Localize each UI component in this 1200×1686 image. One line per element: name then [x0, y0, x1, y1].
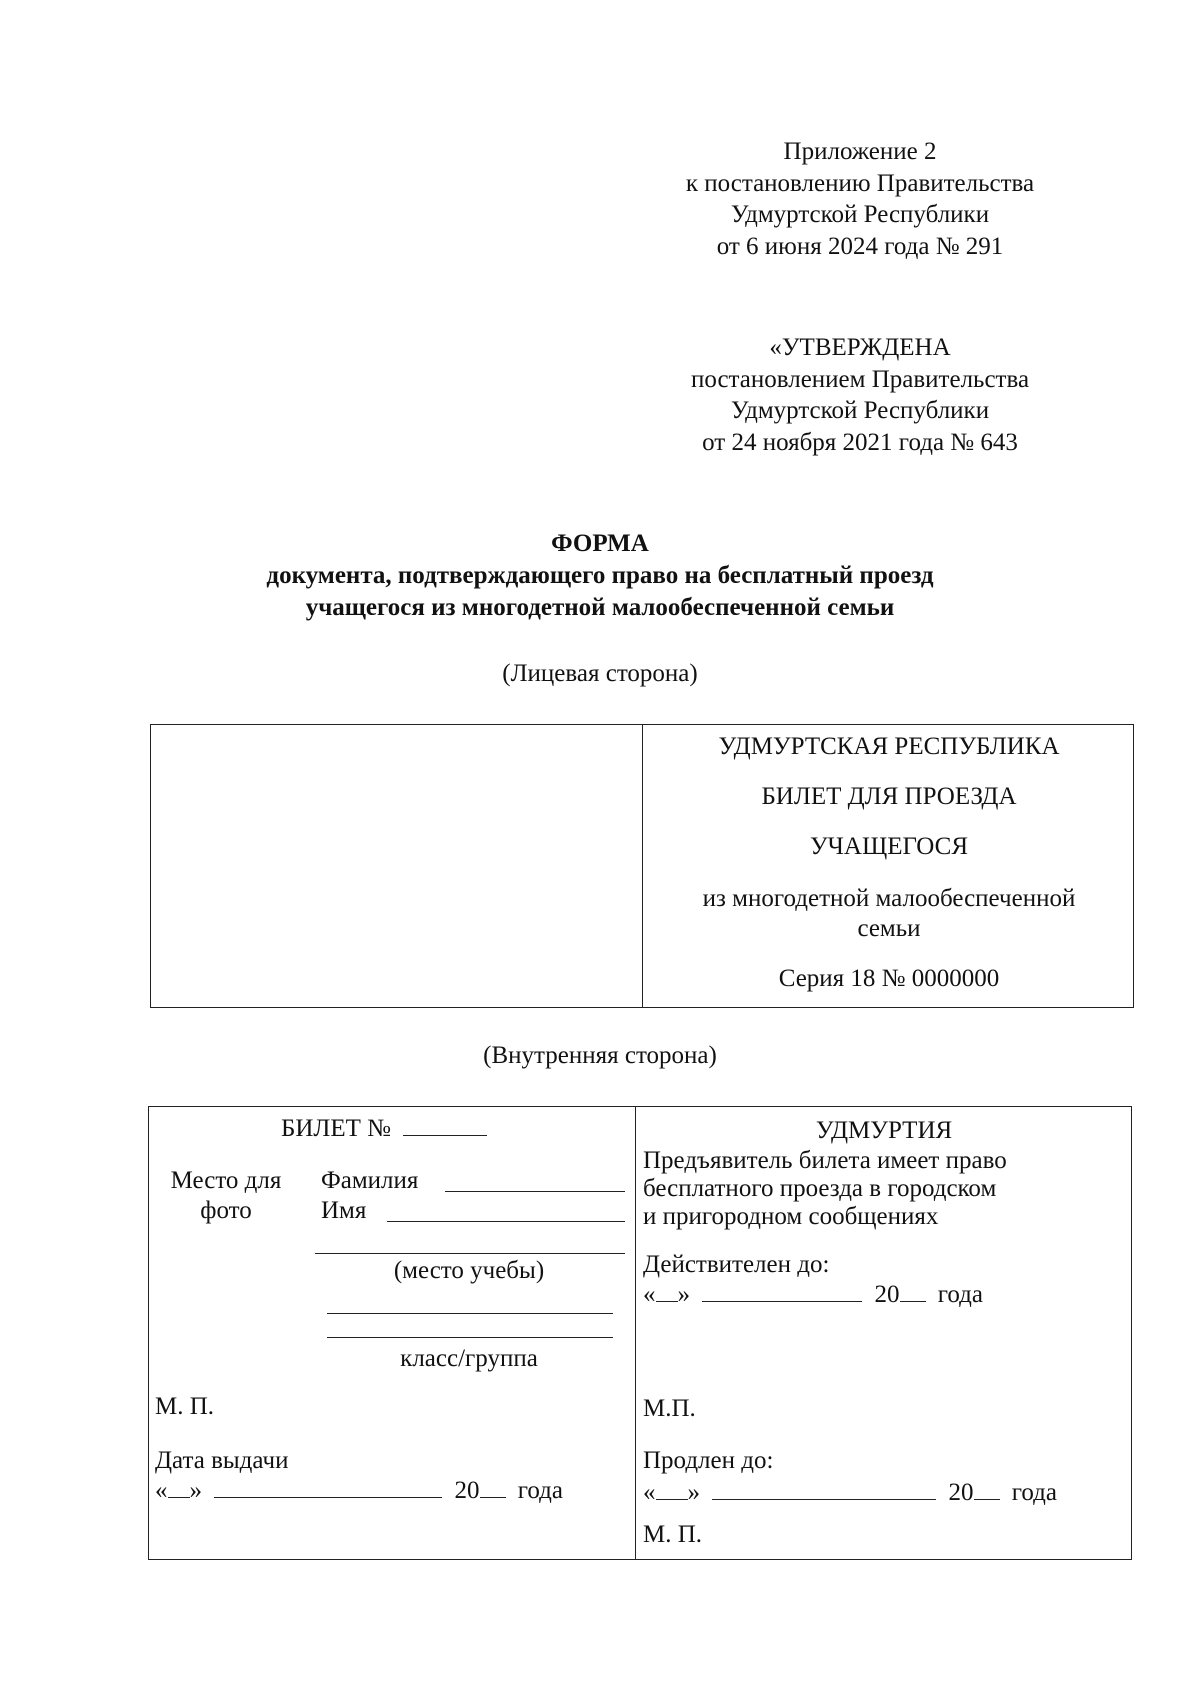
- issue-close-quote: »: [189, 1477, 202, 1504]
- name-label: Имя: [321, 1197, 367, 1224]
- front-student: УЧАЩЕГОСЯ: [809, 833, 969, 860]
- valid-year-prefix: 20: [874, 1281, 900, 1308]
- rights-line-1: Предъявитель билета имеет право: [643, 1147, 1007, 1174]
- right-header: УДМУРТИЯ: [815, 1117, 953, 1144]
- extended-month-field[interactable]: [712, 1479, 936, 1500]
- valid-month-field[interactable]: [702, 1281, 862, 1302]
- appendix-line-1: Приложение 2: [783, 138, 937, 165]
- form-title-line-2: документа, подтверждающего право на бесплатный проезд: [266, 562, 934, 589]
- photo-placeholder-line-2: фото: [200, 1197, 252, 1224]
- extended-close-quote: »: [687, 1479, 700, 1506]
- extended-year-field[interactable]: [974, 1479, 1000, 1500]
- front-family-line-2: семьи: [857, 915, 921, 942]
- extended-day-field[interactable]: [656, 1479, 688, 1500]
- front-side-caption: (Лицевая сторона): [502, 660, 698, 687]
- issue-month-field[interactable]: [214, 1477, 442, 1498]
- issue-year-suffix: года: [517, 1477, 563, 1504]
- issue-year-prefix: 20: [454, 1477, 480, 1504]
- photo-placeholder-line-1: Место для: [170, 1167, 282, 1194]
- valid-year-suffix: года: [937, 1281, 983, 1308]
- issue-open-quote: «: [155, 1477, 168, 1504]
- rights-line-3: и пригородном сообщениях: [643, 1203, 939, 1230]
- study-place-label: (место учебы): [393, 1257, 545, 1284]
- class-group-label: класс/группа: [400, 1345, 538, 1372]
- front-series: Серия 18 № 0000000: [778, 965, 1000, 992]
- extended-open-quote: «: [643, 1479, 656, 1506]
- ticket-number-field[interactable]: [403, 1115, 487, 1136]
- appendix-block: [650, 136, 1070, 262]
- front-side-ticket: [150, 724, 1134, 1008]
- class-field-line-2[interactable]: [327, 1337, 613, 1338]
- appendix-line-4: от 6 июня 2024 года № 291: [716, 232, 1004, 260]
- approval-line-3: Удмуртской Республики: [730, 397, 990, 424]
- front-ticket-title: БИЛЕТ ДЛЯ ПРОЕЗДА: [761, 783, 1017, 810]
- rights-line-2: бесплатного проезда в городском: [643, 1175, 997, 1202]
- extended-year-suffix: года: [1011, 1479, 1057, 1506]
- form-title-line-3: учащегося из многодетной малообеспеченной семьи: [305, 594, 895, 621]
- valid-year-field[interactable]: [900, 1281, 926, 1302]
- approval-block: [650, 332, 1070, 458]
- approval-line-2: постановлением Правительства: [690, 365, 1030, 393]
- name-field[interactable]: [387, 1221, 625, 1222]
- approval-line-4: от 24 ноября 2021 года № 643: [702, 428, 1018, 456]
- valid-until-label: Действителен до:: [643, 1251, 830, 1278]
- extended-year-prefix: 20: [948, 1479, 974, 1506]
- extended-until-label: Продлен до:: [643, 1447, 774, 1474]
- ticket-number-text: БИЛЕТ №: [281, 1115, 392, 1142]
- appendix-line-3: Удмуртской Республики: [730, 201, 990, 228]
- appendix-line-2: к постановлению Правительства: [685, 169, 1035, 197]
- form-title-line-1: ФОРМА: [551, 530, 649, 557]
- front-divider: [642, 725, 643, 1007]
- valid-day-field[interactable]: [656, 1281, 678, 1302]
- issue-day-field[interactable]: [168, 1477, 190, 1498]
- right-stamp-1-label: М.П.: [643, 1395, 696, 1422]
- valid-open-quote: «: [643, 1281, 656, 1308]
- valid-until-row: [643, 1281, 983, 1309]
- inner-divider: [635, 1107, 636, 1559]
- issue-year-field[interactable]: [480, 1477, 506, 1498]
- left-stamp-label: М. П.: [155, 1393, 215, 1420]
- form-title: [150, 528, 1050, 624]
- study-place-field[interactable]: [315, 1253, 625, 1254]
- ticket-number-label: [281, 1115, 487, 1143]
- inner-side-ticket: [148, 1106, 1132, 1560]
- class-field-line-1[interactable]: [327, 1313, 613, 1314]
- front-region: УДМУРТСКАЯ РЕСПУБЛИКА: [718, 733, 1060, 760]
- front-family-line-1: из многодетной малообеспеченной: [702, 885, 1076, 912]
- inner-side-caption: (Внутренняя сторона): [483, 1042, 717, 1069]
- valid-close-quote: »: [677, 1281, 690, 1308]
- approval-line-1: «УТВЕРЖДЕНА: [769, 334, 951, 361]
- surname-label: Фамилия: [321, 1167, 419, 1194]
- right-stamp-2-label: М. П.: [643, 1521, 703, 1548]
- surname-field[interactable]: [445, 1191, 625, 1192]
- extended-until-row: [643, 1479, 1057, 1507]
- issue-date-row: [155, 1477, 563, 1505]
- issue-date-label: Дата выдачи: [155, 1447, 289, 1474]
